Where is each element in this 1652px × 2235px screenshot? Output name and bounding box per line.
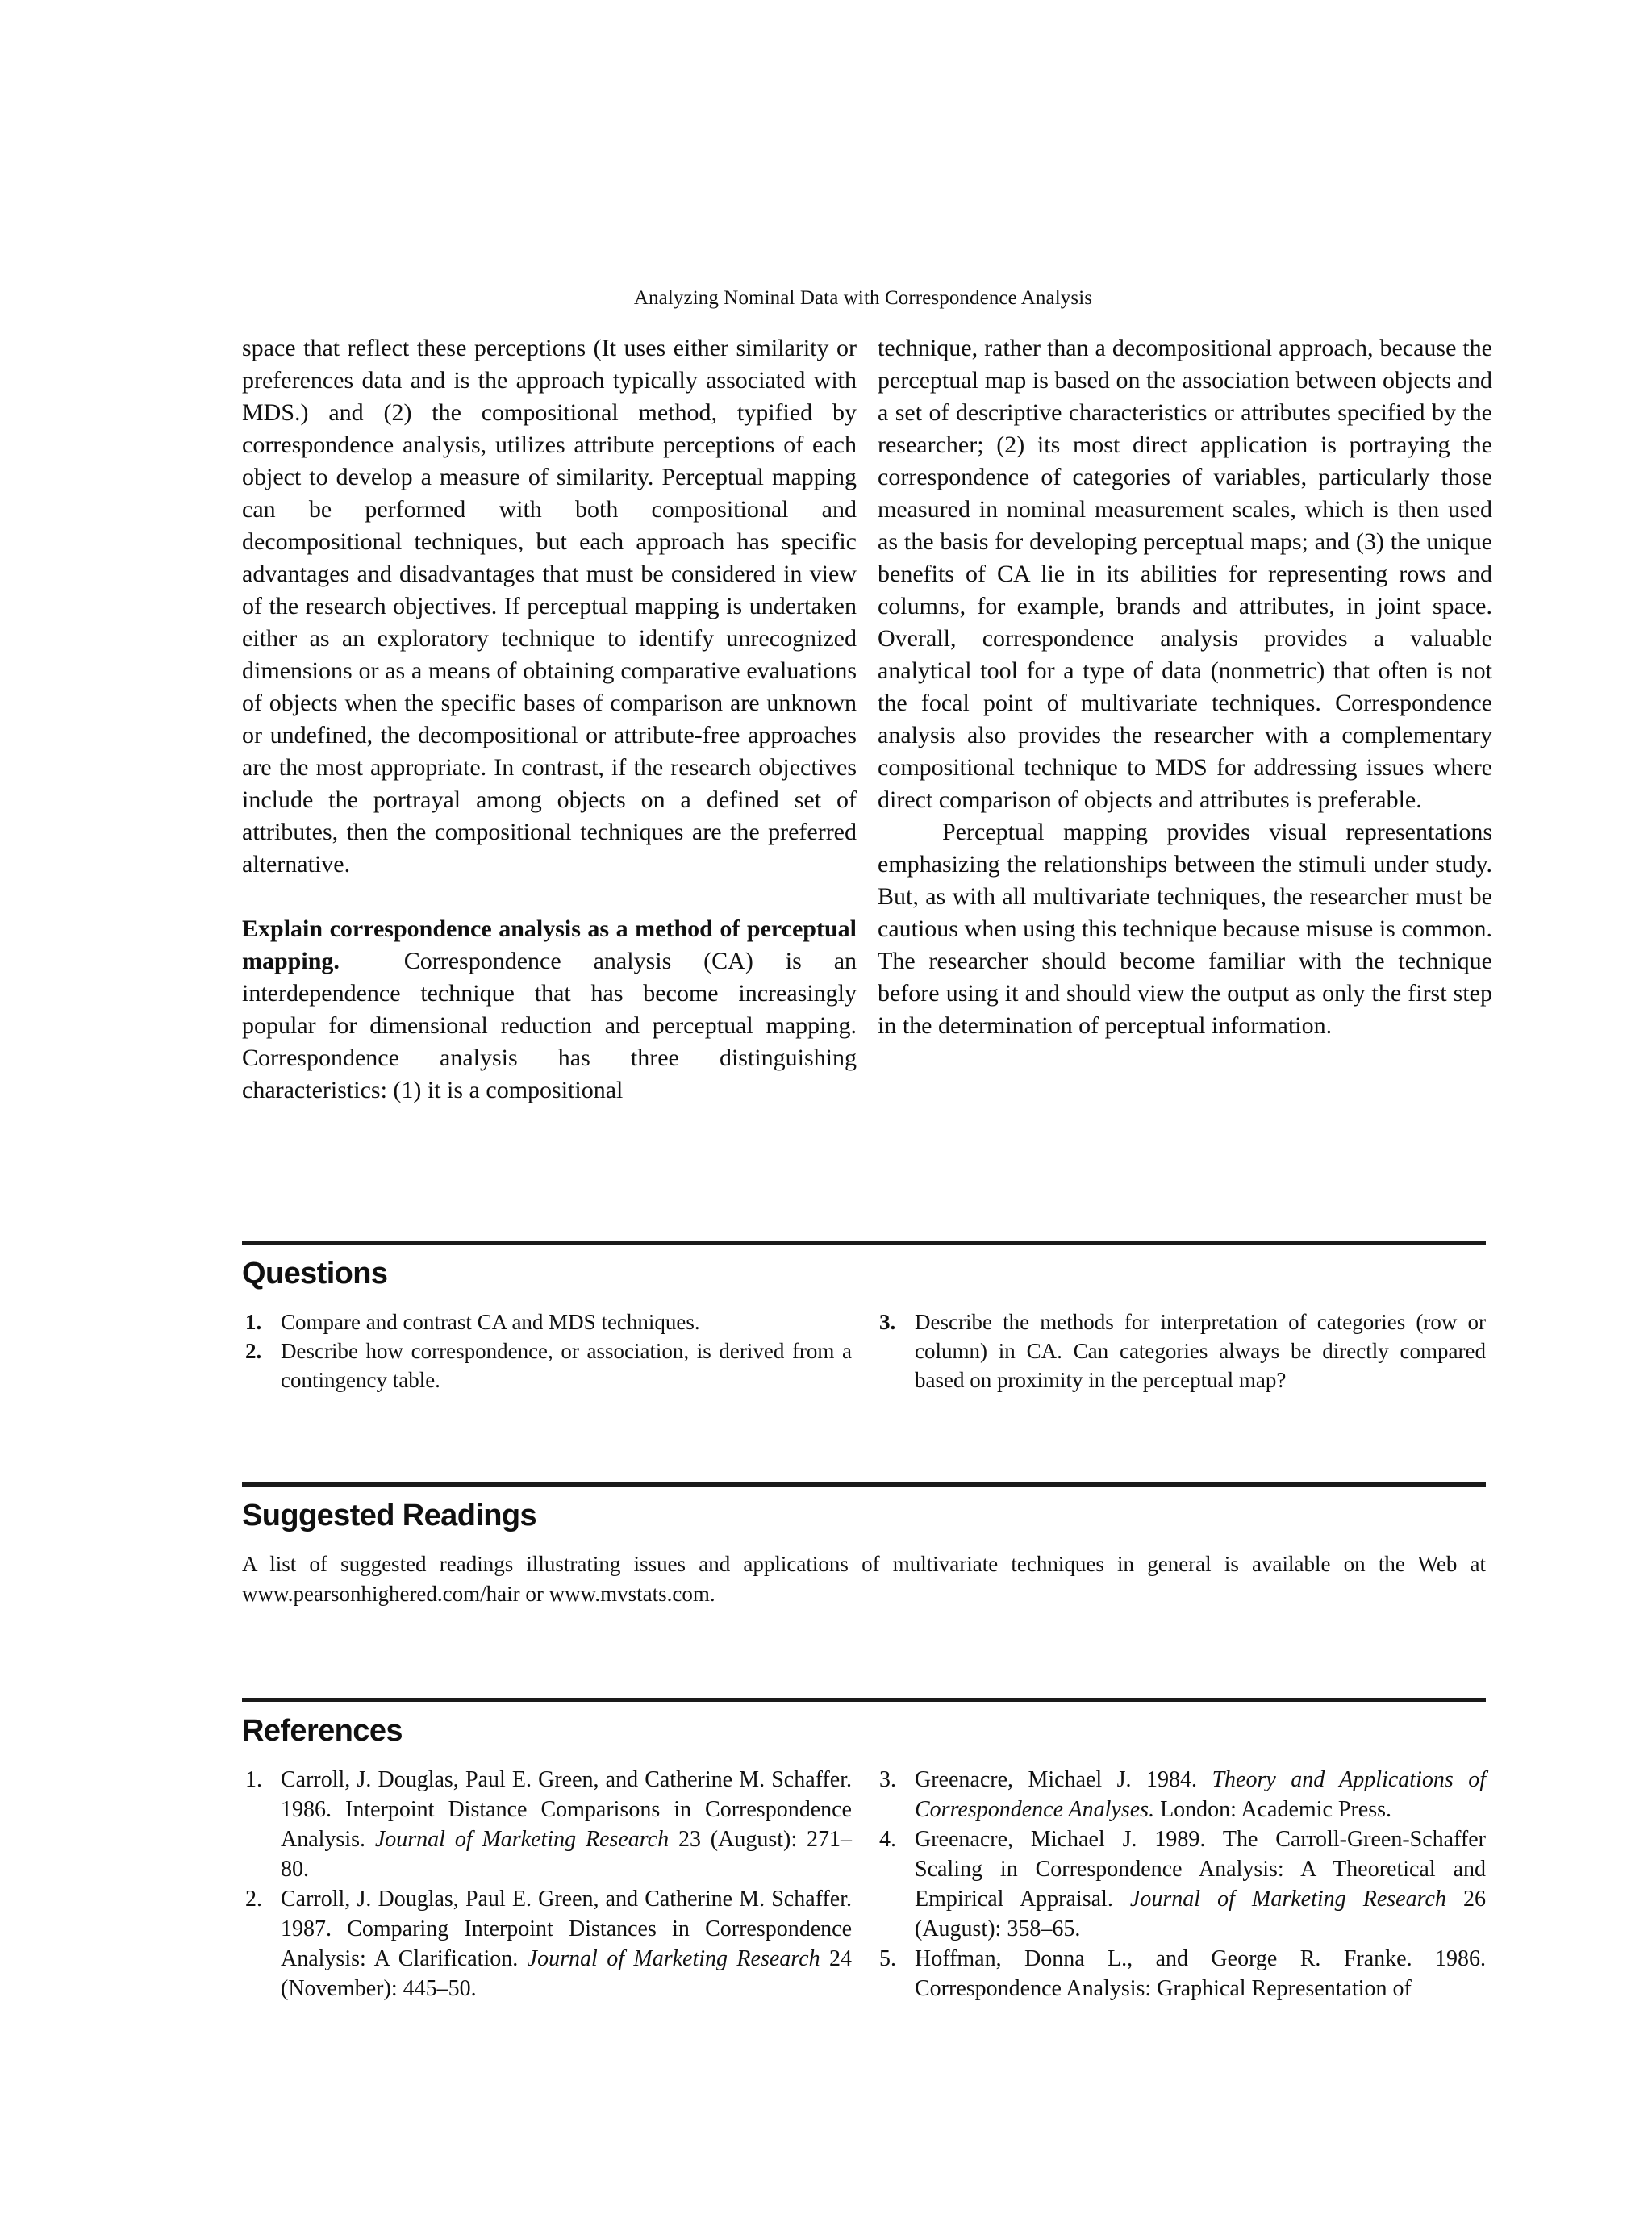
reference-item: 4. Greenacre, Michael J. 1989. The Carroll-Green-Schaffer Scaling in Correspondence Analysis: A Theoretical and Empirical Appraisal. Journal of Marketing Research 26 (August): 358–65. xyxy=(879,1827,1486,1941)
reference-item: 5. Hoffman, Donna L., and George R. Franke. 1986. Correspondence Analysis: Graphical Representation of xyxy=(879,1946,1486,2001)
section-title-references: References xyxy=(242,1714,403,1748)
section-rule xyxy=(242,1241,1486,1245)
body-column-left xyxy=(242,332,857,1107)
learning-objective-heading: Explain correspondence analysis as a method of perceptual mapping. xyxy=(242,915,857,974)
readings-text: A list of suggested readings illustrating issues and applications of multivariate techniques in general is available on the Web at www.pearsonhighered.com/hair or www.mvstats.com. xyxy=(242,1552,1486,1606)
questions-section xyxy=(242,1241,1486,1404)
body-paragraph-objective xyxy=(242,913,857,1107)
body-column-right xyxy=(878,332,1492,1042)
section-title-questions: Questions xyxy=(242,1257,388,1291)
question-item: 1. Compare and contrast CA and MDS techniques. xyxy=(245,1310,700,1334)
body-paragraph: space that reflect these perceptions (It uses either similarity or preferences data and is the approach typically associated with MDS.) and (2) the compositional method, typified by correspondence analysis, utilizes attribute perceptions of each object to develop a measure of similarity. Perceptual mapping can be performed with both compositional and decompositional techniques, but each approach has specific advantages and disadvantages that must be considered in view of the research objectives. If perceptual mapping is undertaken either as an exploratory technique to identify unrecognized dimensions or as a means of obtaining comparative evaluations of objects when the specific bases of comparison are unknown or undefined, the decompositional or attribute-free approaches are the most appropriate. In contrast, if the research objectives include the portrayal among objects on a defined set of attributes, then the compositional techniques are the preferred alternative. xyxy=(242,335,857,878)
references-section xyxy=(242,1698,1486,2007)
question-item: 3. Describe the methods for interpretation of categories (row or column) in CA. Can categories always be directly compared based on proximity in the perceptual map? xyxy=(879,1310,1486,1392)
questions-column-left xyxy=(242,1307,852,1395)
body-paragraph: Perceptual mapping provides visual representations emphasizing the relationships between the stimuli under study. But, as with all multivariate techniques, the researcher must be cautious when using this technique because misuse is common. The researcher should become familiar with the technique before using it and should view the output as only the first step in the determination of perceptual information. xyxy=(878,819,1492,1039)
learning-objective-text: Correspondence analysis (CA) is an interdependence technique that has become increasingly popular for dimensional reduction and perceptual mapping. Correspondence analysis has three distinguishing characteristics: (1) it is a compositional xyxy=(242,948,857,1103)
section-rule xyxy=(242,1482,1486,1487)
reference-item: 2. Carroll, J. Douglas, Paul E. Green, and Catherine M. Schaffer. 1987. Comparing Interpoint Distances in Correspondence Analysis: A Clarification. Journal of Marketing Research 24 (November): 445–50. xyxy=(245,1887,852,2001)
reference-item: 1. Carroll, J. Douglas, Paul E. Green, and Catherine M. Schaffer. 1986. Interpoint Distance Comparisons in Correspondence Analysis. Journal of Marketing Research 23 (August): 271–80. xyxy=(245,1767,852,1882)
section-rule xyxy=(242,1698,1486,1702)
questions-column-right xyxy=(876,1307,1486,1395)
references-column-right xyxy=(876,1765,1486,2004)
running-head: Analyzing Nominal Data with Correspondence Analysis xyxy=(633,287,1093,309)
section-title-readings: Suggested Readings xyxy=(242,1499,537,1532)
readings-section xyxy=(242,1482,1486,1609)
reference-item: 3. Greenacre, Michael J. 1984. Theory and Applications of Correspondence Analyses. London: Academic Press. xyxy=(879,1767,1486,1822)
question-item: 2. Describe how correspondence, or association, is derived from a contingency table. xyxy=(245,1339,852,1392)
body-paragraph: technique, rather than a decompositional approach, because the perceptual map is based on the association between objects and a set of descriptive characteristics or attributes specified by the researcher; (2) its most direct application is portraying the correspondence of categories of variables, particularly those measured in nominal measurement scales, which is then used as the basis for developing perceptual maps; and (3) the unique benefits of CA lie in its abilities for representing rows and columns, for example, brands and attributes, in joint space. Overall, correspondence analysis provides a valuable analytical tool for a type of data (nonmetric) that often is not the focal point of multivariate techniques. Correspondence analysis also provides the researcher with a complementary compositional technique to MDS for addressing issues where direct comparison of objects and attributes is preferable. xyxy=(878,335,1492,813)
references-column-left xyxy=(242,1765,852,2004)
